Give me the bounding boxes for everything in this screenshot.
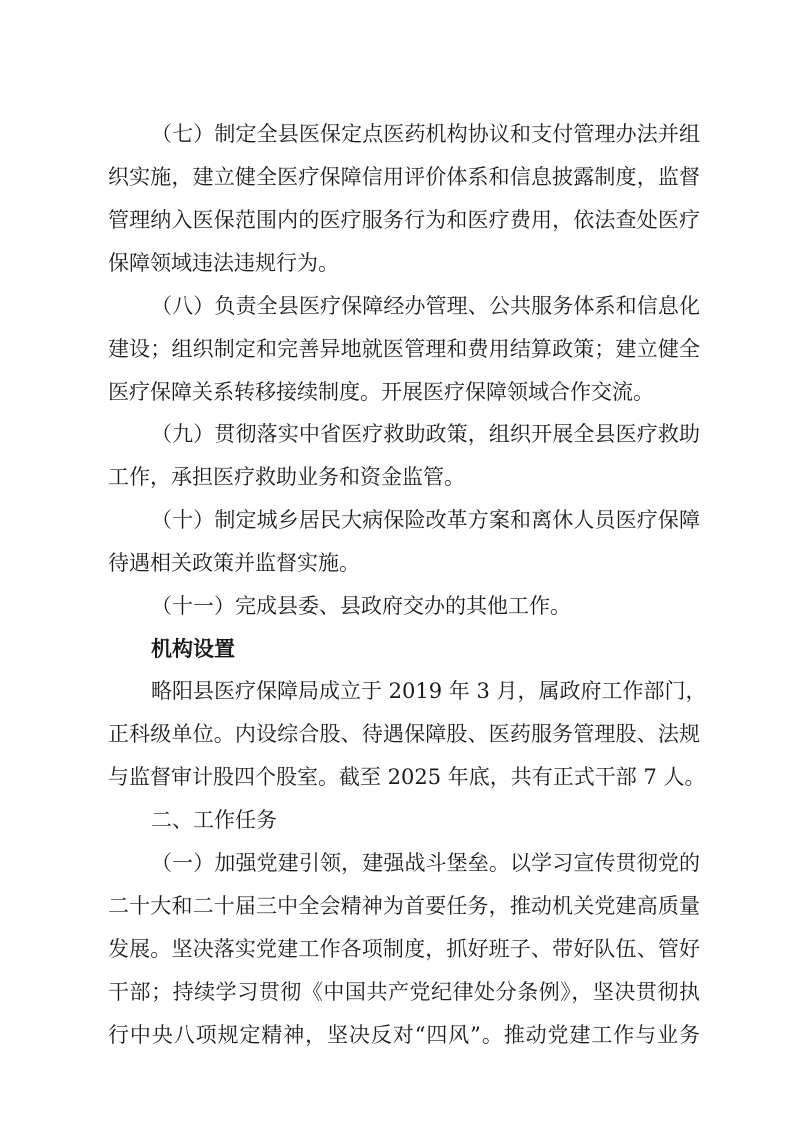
paragraph-line: 略阳县医疗保障局成立于 2019 年 3 月，属政府工作部门，: [151, 679, 707, 703]
paragraph-line: （八）负责全县医疗保障经办管理、公共服务体系和信息化: [151, 294, 700, 318]
paragraph-line: 正科级单位。内设综合股、待遇保障股、医药服务管理股、法规: [108, 722, 700, 746]
paragraph-line: （一）加强党建引领，建强战斗堡垒。以学习宣传贯彻党的: [151, 851, 700, 875]
paragraph-line: 行中央八项规定精神，坚决反对“四风”。推动党建工作与业务: [108, 1023, 700, 1047]
paragraph-line: 医疗保障关系转移接续制度。开展医疗保障领域合作交流。: [108, 380, 654, 404]
paragraph-line: 二十大和二十届三中全会精神为首要任务，推动机关党建高质量: [108, 894, 700, 918]
paragraph-line: 干部；持续学习贯彻《中国共产党纪律处分条例》，坚决贯彻执: [108, 980, 700, 1004]
paragraph-line: 工作，承担医疗救助业务和资金监管。: [108, 465, 465, 489]
paragraph-line: （七）制定全县医保定点医药机构协议和支付管理办法并组: [151, 122, 700, 146]
section-heading-org: 机构设置: [151, 637, 235, 661]
paragraph-line: 发展。坚决落实党建工作各项制度，抓好班子、带好队伍、管好: [108, 937, 700, 961]
paragraph-line: （十一）完成县委、县政府交办的其他工作。: [151, 594, 571, 618]
paragraph-line: （十）制定城乡居民大病保险改革方案和离休人员医疗保障: [151, 508, 700, 532]
paragraph-line: 与监督审计股四个股室。截至 2025 年底，共有正式干部 7 人。: [108, 765, 706, 789]
paragraph-line: 建设；组织制定和完善异地就医管理和费用结算政策；建立健全: [108, 337, 700, 361]
paragraph-line: 待遇相关政策并监督实施。: [108, 551, 360, 575]
paragraph-line: （九）贯彻落实中省医疗救助政策，组织开展全县医疗救助: [151, 422, 700, 446]
paragraph-line: 管理纳入医保范围内的医疗服务行为和医疗费用，依法查处医疗: [108, 208, 700, 232]
paragraph-line: 织实施，建立健全医疗保障信用评价体系和信息披露制度，监督: [108, 165, 700, 189]
section-heading-tasks: 二、工作任务: [151, 808, 277, 832]
paragraph-line: 保障领域违法违规行为。: [108, 251, 339, 275]
